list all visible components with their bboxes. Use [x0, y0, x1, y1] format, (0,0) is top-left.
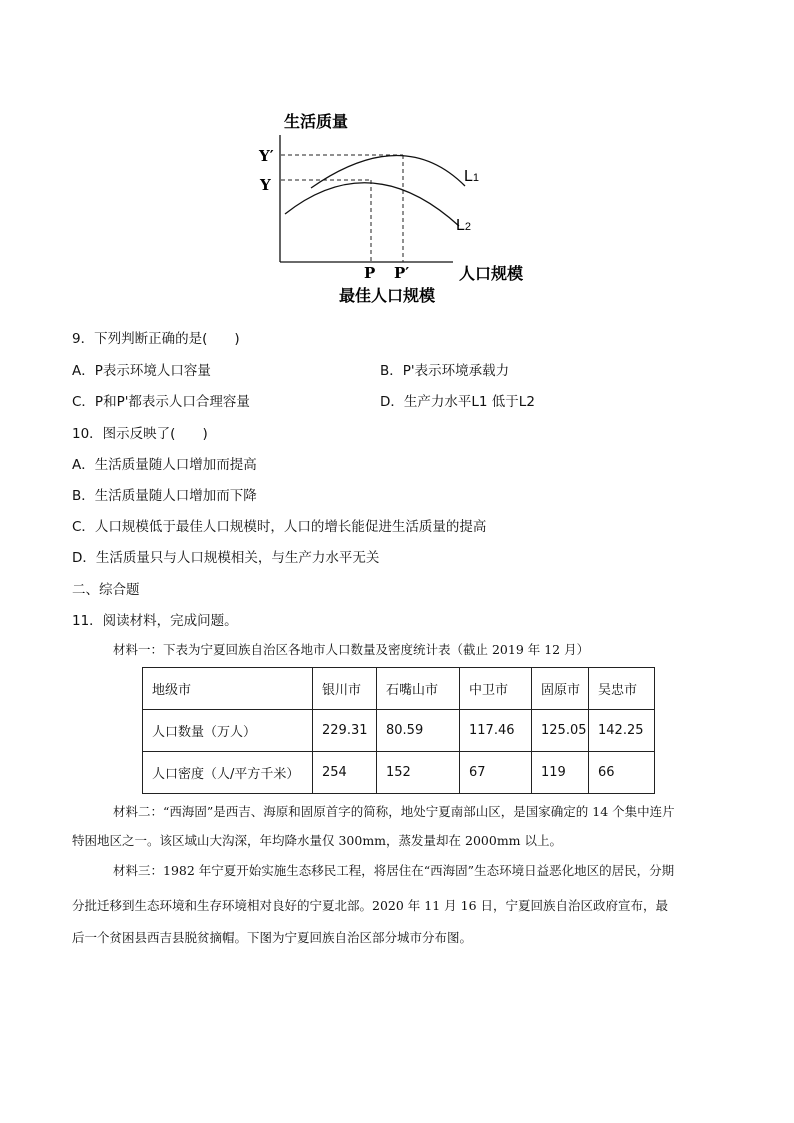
material-3-line-2: 分批迁移到生态环境和生存环境相对良好的宁夏北部。2020 年 11 月 16 日，宁夏回族自治区政府宣布，最	[72, 898, 668, 913]
table-header-cell: 中卫市	[460, 668, 532, 710]
curve-l1	[311, 155, 465, 188]
table-cell: 66	[589, 752, 655, 794]
material-2-line-2: 特困地区之一。该区域山大沟深，年均降水量仅 300mm，蒸发量却在 2000mm 以上。	[72, 833, 563, 848]
table-header-cell: 地级市	[143, 668, 313, 710]
section-heading: 二、综合题	[72, 582, 140, 598]
table-header-cell: 吴忠市	[589, 668, 655, 710]
q10-stem: 10．图示反映了( )	[72, 426, 208, 442]
table-cell: 67	[460, 752, 532, 794]
p-tick: P	[364, 264, 376, 282]
curve-l1-label: L1	[464, 168, 480, 185]
table-cell: 125.05	[532, 710, 589, 752]
table-cell: 254	[313, 752, 377, 794]
q9-option-b: B．P'表示环境承载力	[380, 363, 510, 379]
curve-l2	[285, 183, 459, 226]
table-cell: 人口数量（万人）	[143, 710, 313, 752]
population-table	[142, 667, 655, 794]
table-header-cell: 银川市	[313, 668, 377, 710]
material-3-line-1: 材料三：1982 年宁夏开始实施生态移民工程，将居住在“西海固”生态环境日益恶化地区的居民，分期	[113, 863, 675, 878]
y-tick: Y	[260, 176, 271, 194]
q10-option-c: C．人口规模低于最佳人口规模时，人口的增长能促进生活质量的提高	[72, 519, 487, 535]
table-header-cell: 石嘴山市	[377, 668, 460, 710]
table-row	[143, 710, 655, 752]
q10-option-a: A．生活质量随人口增加而提高	[72, 457, 257, 473]
graph-caption: 最佳人口规模	[339, 286, 436, 305]
population-quality-graph	[0, 0, 794, 320]
table-cell: 229.31	[313, 710, 377, 752]
table-header-row	[143, 668, 655, 710]
table-cell: 119	[532, 752, 589, 794]
table-cell: 117.46	[460, 710, 532, 752]
q10-option-d: D．生活质量只与人口规模相关，与生产力水平无关	[72, 550, 380, 566]
table-cell: 142.25	[589, 710, 655, 752]
material-1: 材料一：下表为宁夏回族自治区各地市人口数量及密度统计表（截止 2019 年 12 月）	[113, 642, 590, 657]
q9-option-d: D．生产力水平L1 低于L2	[380, 394, 535, 410]
material-2-line-1: 材料二：“西海固”是西吉、海原和固原首字的简称，地处宁夏南部山区，是国家确定的 14 个集中连片	[113, 804, 675, 819]
p-prime-tick: P′	[394, 264, 410, 282]
curve-l2-label: L2	[456, 217, 472, 234]
table-row	[143, 752, 655, 794]
q9-option-a: A．P表示环境人口容量	[72, 363, 211, 379]
q9-stem: 9．下列判断正确的是( )	[72, 331, 240, 347]
y-axis-label: 生活质量	[284, 112, 349, 131]
x-axis-label: 人口规模	[459, 264, 524, 283]
table-cell: 80.59	[377, 710, 460, 752]
q9-option-c: C．P和P'都表示人口合理容量	[72, 394, 250, 410]
material-3-line-3: 后一个贫困县西吉县脱贫摘帽。下图为宁夏回族自治区部分城市分布图。	[72, 930, 473, 945]
table-header-cell: 固原市	[532, 668, 589, 710]
table-cell: 人口密度（人/平方千米）	[143, 752, 313, 794]
y-prime-tick: Y′	[259, 147, 274, 165]
table-cell: 152	[377, 752, 460, 794]
q11-stem: 11．阅读材料，完成问题。	[72, 613, 238, 629]
q10-option-b: B．生活质量随人口增加而下降	[72, 488, 257, 504]
